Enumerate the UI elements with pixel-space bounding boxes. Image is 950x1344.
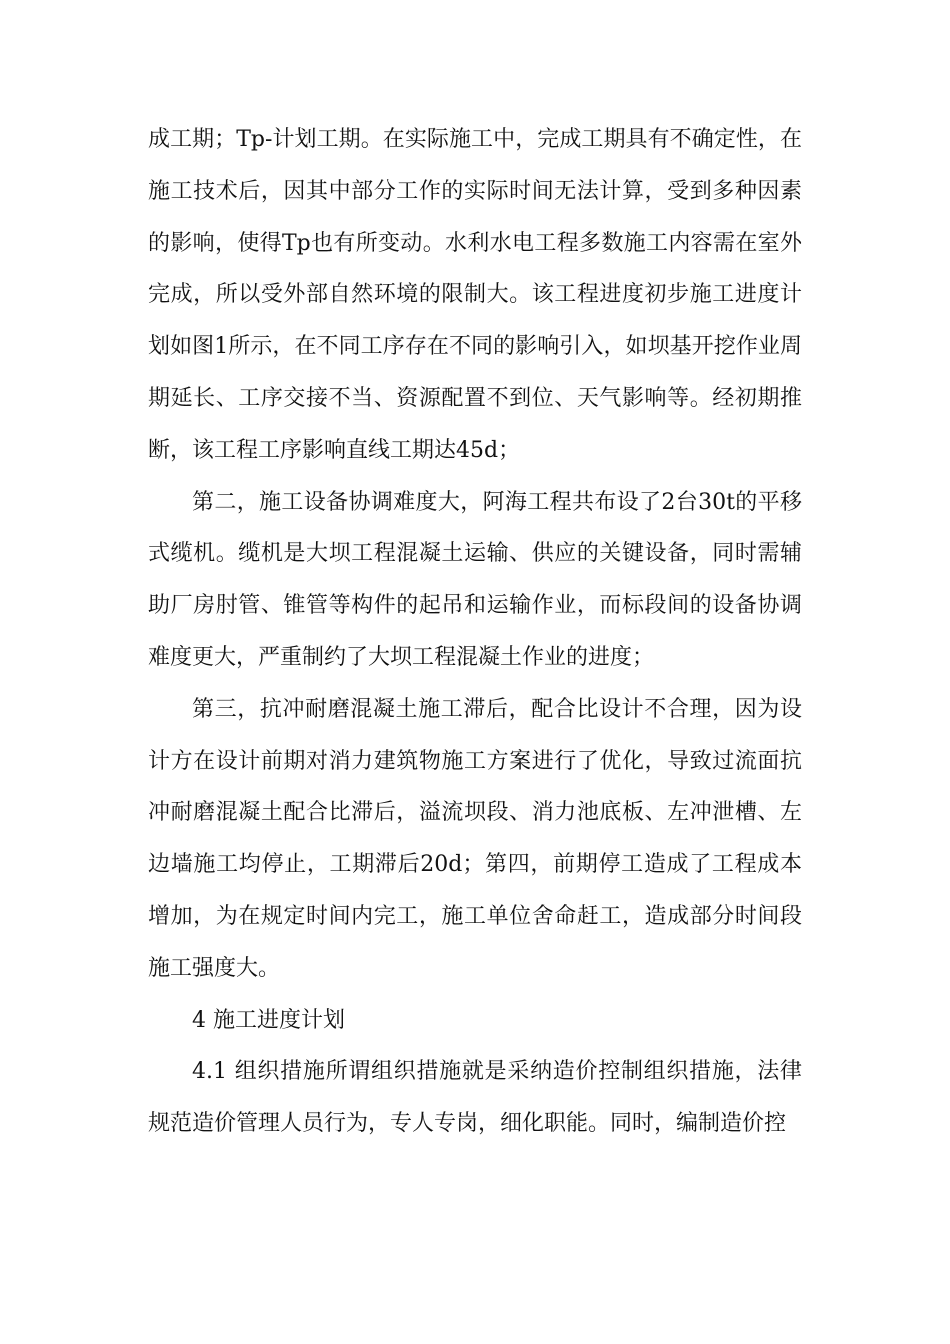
section-heading-4: 4 施工进度计划 (192, 1007, 345, 1033)
body-text (148, 114, 802, 1150)
paragraph-1: 成工期；Tp-计划工期。在实际施工中，完成工期具有不确定性，在施工技术后，因其中部分工作的实际时间无法计算，受到多种因素的影响，使得Tp也有所变动。水利水电工程多数施工内容需在室外完成，所以受外部自然环境的限制大。该工程进度初步施工进度计划如图1所示，在不同工序存在不同的影响引入，如坝基开挖作业周期延长、工序交接不当、资源配置不到位、天气影响等。经初期推断，该工程工序影响直线工期达45d； (148, 127, 802, 463)
paragraph-4-1: 4.1 组织措施所谓组织措施就是采纳造价控制组织措施，法律规范造价管理人员行为，专人专岗，细化职能。同时，编制造价控 (148, 1059, 802, 1137)
paragraph-3: 第三，抗冲耐磨混凝土施工滞后，配合比设计不合理，因为设计方在设计前期对消力建筑物施工方案进行了优化，导致过流面抗冲耐磨混凝土配合比滞后，溢流坝段、消力池底板、左冲泄槽、左边墙施工均停止，工期滞后20d；第四，前期停工造成了工程成本增加，为在规定时间内完工，施工单位舍命赶工，造成部分时间段施工强度大。 (148, 696, 802, 981)
paragraph-2: 第二，施工设备协调难度大，阿海工程共布设了2台30t的平移式缆机。缆机是大坝工程混凝土运输、供应的关键设备，同时需辅助厂房肘管、锥管等构件的起吊和运输作业，而标段间的设备协调难度更大，严重制约了大坝工程混凝土作业的进度； (148, 489, 802, 670)
